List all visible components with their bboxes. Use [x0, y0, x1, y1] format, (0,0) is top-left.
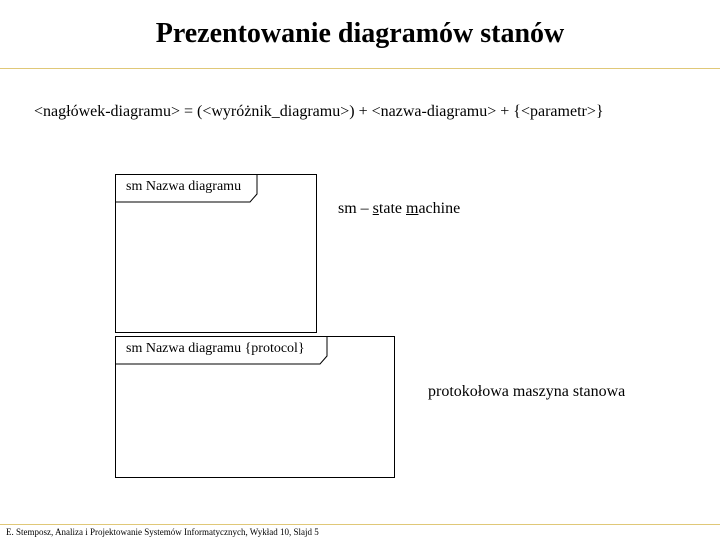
sm-caption [338, 199, 460, 219]
diagram-header-syntax: <nagłówek-diagramu> = (<wyróżnik_diagramu>) + <nazwa-diagramu> + {<parametr>} [34, 103, 604, 120]
slide-title: Prezentowanie diagramów stanów [155, 18, 565, 49]
protocol-caption: protokołowa maszyna stanowa [428, 383, 626, 400]
frame-name-label: sm Nazwa diagramu [126, 179, 242, 194]
caption-underlined-m: m [406, 200, 419, 217]
frame-name-tab [116, 175, 256, 201]
bottom-divider [0, 524, 720, 525]
caption-underlined-s: s [372, 200, 379, 217]
protocol-frame-name-tab [116, 337, 326, 363]
protocol-state-machine-frame [115, 336, 395, 478]
top-divider [0, 68, 720, 69]
caption-prefix: sm – [338, 200, 373, 217]
state-machine-frame [115, 174, 317, 333]
slide-footer: E. Stemposz, Analiza i Projektowanie Systemów Informatycznych, Wykład 10, Slajd 5 [6, 527, 319, 537]
caption-tate: tate [378, 200, 406, 217]
protocol-frame-name-label: sm Nazwa diagramu {protocol} [126, 341, 305, 356]
caption-achine: achine [418, 200, 461, 217]
